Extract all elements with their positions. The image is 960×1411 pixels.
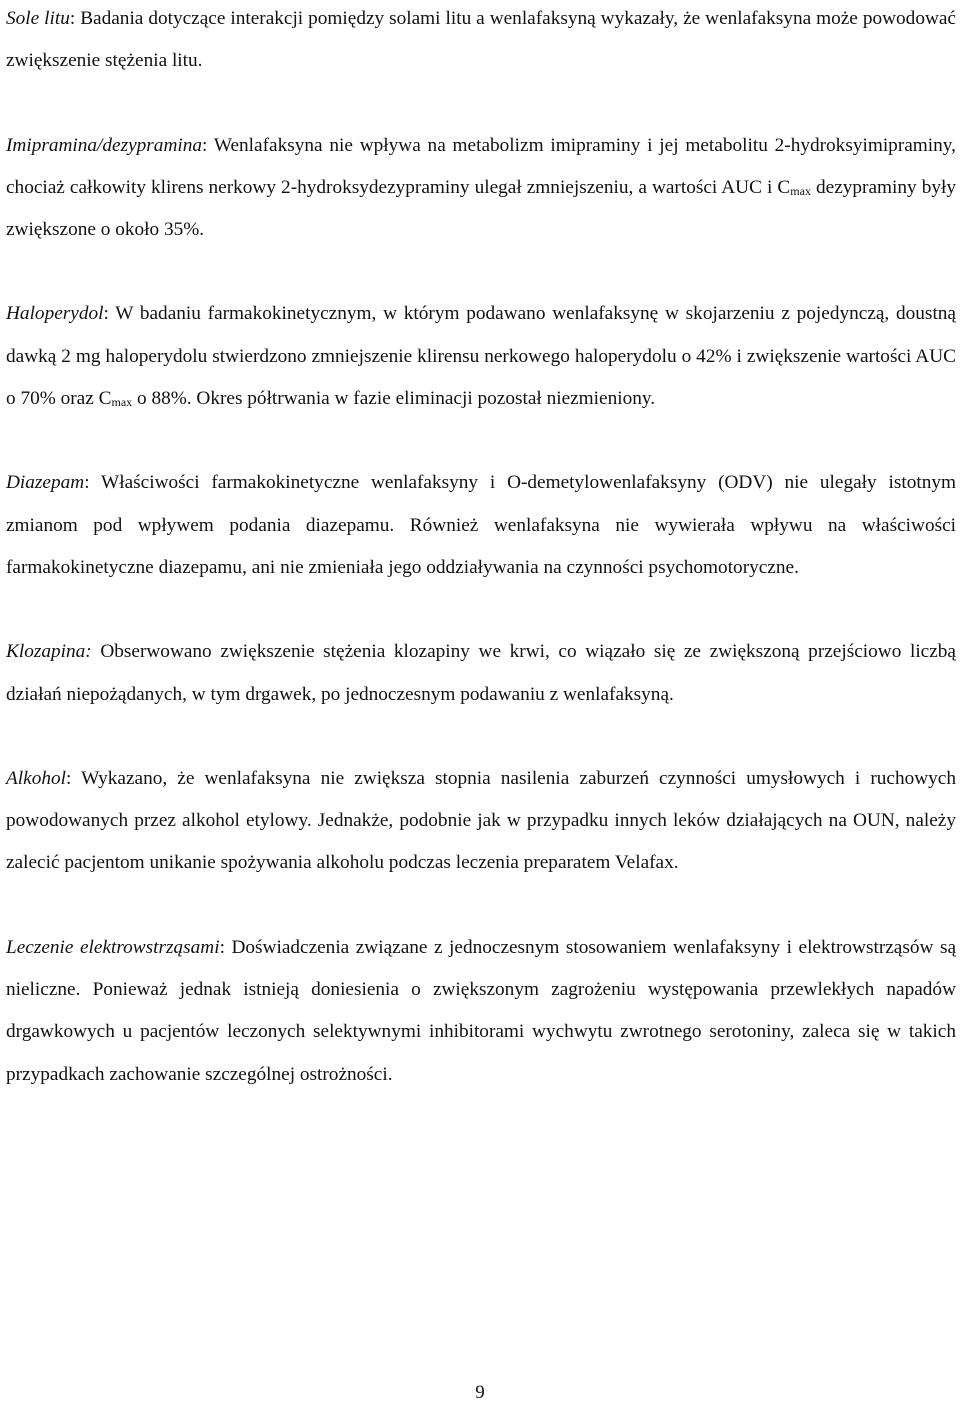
paragraph-imipramine <box>6 125 956 252</box>
term-clozapine: Klozapina: <box>6 641 92 663</box>
text-ect: : Doświadczenia związane z jednoczesnym stosowaniem wenlafaksyny i elektrowstrząsów są nieliczne. Ponieważ jednak istnieją doniesienia o zwiększonym zagrożeniu występowania przewlekłych napadów drgawkowych u pacjentów leczonych selektywnymi inhibitorami wychwytu zwrotnego serotoniny, zaleca się w takich przypadkach zachowanie szczególnej ostrożności. <box>6 936 957 1085</box>
subscript-max: max <box>790 183 811 198</box>
term-lithium: Sole litu <box>6 8 70 29</box>
term-ect: Leczenie elektrowstrząsami <box>6 936 220 958</box>
paragraph-clozapine <box>6 631 956 716</box>
term-imipramine: Imipramina/dezypramina <box>6 134 203 156</box>
subscript-max: max <box>111 395 133 410</box>
text-imipramine-a: : Wenlafaksyna nie wpływa na metabolizm imipraminy i jej metabolitu 2-hydroksyimipraminy, chociaż całkowity klirens nerkowy 2-hydroksydezypraminy ulegał zmniejszeniu, a wartości AUC i C <box>6 134 956 198</box>
page-number: 9 <box>475 1382 485 1403</box>
paragraph-lithium <box>6 0 956 83</box>
paragraph-alcohol <box>6 758 956 885</box>
term-alcohol: Alkohol <box>6 767 66 789</box>
text-haloperidol-b: o 88%. Okres półtrwania w fazie eliminacji pozostał niezmieniony. <box>132 388 656 410</box>
text-diazepam: : Właściwości farmakokinetyczne wenlafaksyny i O-demetylowenlafaksyny (ODV) nie ulegały istotnym zmianom pod wpływem podania diazepamu. Również wenlafaksyna nie wywierała wpływu na właściwości farmakokinetyczne diazepamu, ani nie zmieniała jego oddziaływania na czynności psychomotoryczne. <box>6 472 956 578</box>
text-clozapine: Obserwowano zwiększenie stężenia klozapiny we krwi, co wiązało się ze zwiększoną przejściowo liczbą działań niepożądanych, w tym drgawek, po jednoczesnym podawaniu z wenlafaksyną. <box>6 641 956 705</box>
paragraph-diazepam <box>6 462 956 589</box>
term-haloperidol: Haloperydol <box>6 303 104 325</box>
paragraph-ect <box>6 927 956 1096</box>
paragraph-haloperidol <box>6 293 956 420</box>
text-alcohol: : Wykazano, że wenlafaksyna nie zwiększa stopnia nasilenia zaburzeń czynności umysłowych i ruchowych powodowanych przez alkohol etylowy. Jednakże, podobnie jak w przypadku innych leków działających na OUN, należy zalecić pacjentom unikanie spożywania alkoholu podczas leczenia preparatem Velafax. <box>6 767 956 874</box>
text-haloperidol-a: : W badaniu farmakokinetycznym, w którym podawano wenlafaksynę w skojarzeniu z pojedynczą, doustną dawką 2 mg haloperydolu stwierdzono zmniejszenie klirensu nerkowego haloperydolu o 42% i zwiększenie wartości AUC o 70% oraz C <box>6 303 956 410</box>
term-diazepam: Diazepam <box>6 472 85 494</box>
text-imipramine-b: dezypraminy były zwiększone o około 35%. <box>6 176 957 241</box>
text-lithium: : Badania dotyczące interakcji pomiędzy solami litu a wenlafaksyną wykazały, że wenlafaksyna może powodować zwiększenie stężenia litu. <box>6 8 956 72</box>
document-page <box>6 0 956 1138</box>
